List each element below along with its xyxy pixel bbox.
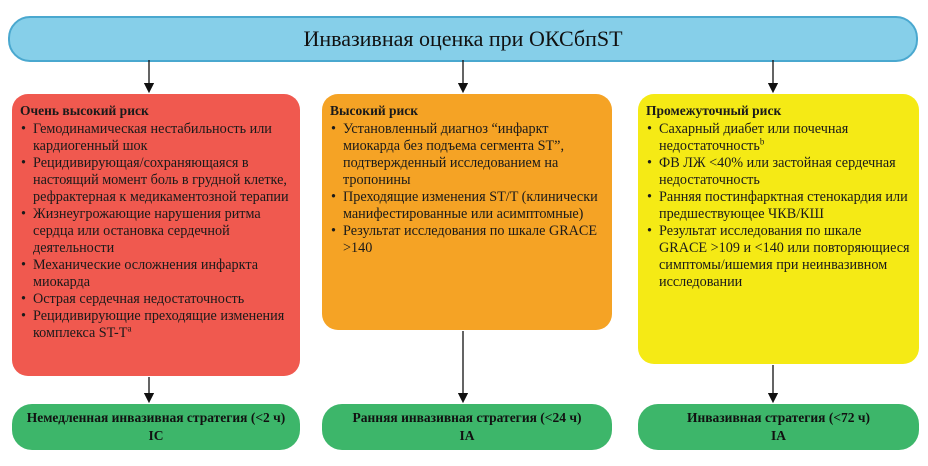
invasive-strategy	[638, 404, 919, 450]
very-high-risk-box	[12, 94, 300, 376]
high-risk-box	[322, 94, 612, 330]
early-invasive-strategy	[322, 404, 612, 450]
very-high-risk-heading: Очень высокий риск	[20, 103, 149, 118]
diagram-title: Инвазивная оценка при ОКСбпST	[8, 16, 918, 62]
footnote-marker: b	[759, 136, 765, 147]
list-item: • Результат исследования по шкале GRACE >109 и <140 или повторяющиеся симптомы/ишемия при неинвазивном исследовании	[659, 223, 911, 291]
list-item	[659, 121, 911, 155]
high-risk-heading: Высокий риск	[330, 103, 419, 118]
list-item: • ФВ ЛЖ <40% или застойная сердечная недостаточность	[659, 155, 911, 189]
list-item: • Результат исследования по шкале GRACE >140	[343, 223, 604, 257]
list-item: • Механические осложнения инфаркта миокарда	[33, 257, 292, 291]
list-item	[33, 308, 292, 342]
high-risk-list	[330, 121, 604, 257]
intermediate-risk-list	[646, 121, 911, 291]
strategy-label: Инвазивная стратегия (<72 ч)	[686, 410, 871, 425]
recommendation-class: IA	[770, 428, 786, 443]
list-item: • Гемодинамическая нестабильность или кардиогенный шок	[33, 121, 292, 155]
strategy-label: Ранняя инвазивная стратегия (<24 ч)	[352, 410, 582, 425]
list-item-text: Рецидивирующие преходящие изменения комплекса ST-T	[33, 308, 285, 341]
list-item: • Жизнеугрожающие нарушения ритма сердца или остановка сердечной деятельности	[33, 206, 292, 257]
list-item: • Ранняя постинфарктная стенокардия или предшествующее ЧКВ/КШ	[659, 189, 911, 223]
very-high-risk-list	[20, 121, 292, 342]
list-item: • Установленный диагноз “инфаркт миокарда без подъема сегмента ST”, подтвержденный исследованием на тропонины	[343, 121, 604, 189]
immediate-invasive-strategy	[12, 404, 300, 450]
intermediate-risk-box	[638, 94, 919, 364]
list-item: • Рецидивирующая/сохраняющаяся в настоящий момент боль в грудной клетке, рефрактерная к медикаментозной терапии	[33, 155, 292, 206]
recommendation-class: IC	[148, 428, 164, 443]
list-item: • Преходящие изменения ST/T (клинически манифестированные или асимптомные)	[343, 189, 604, 223]
strategy-label: Немедленная инвазивная стратегия (<2 ч)	[26, 410, 286, 425]
recommendation-class: IA	[459, 428, 475, 443]
list-item: • Острая сердечная недостаточность	[33, 291, 292, 308]
footnote-marker: a	[127, 323, 132, 334]
intermediate-risk-heading: Промежуточный риск	[646, 103, 782, 118]
list-item-text: Сахарный диабет или почечная недостаточность	[659, 121, 849, 154]
